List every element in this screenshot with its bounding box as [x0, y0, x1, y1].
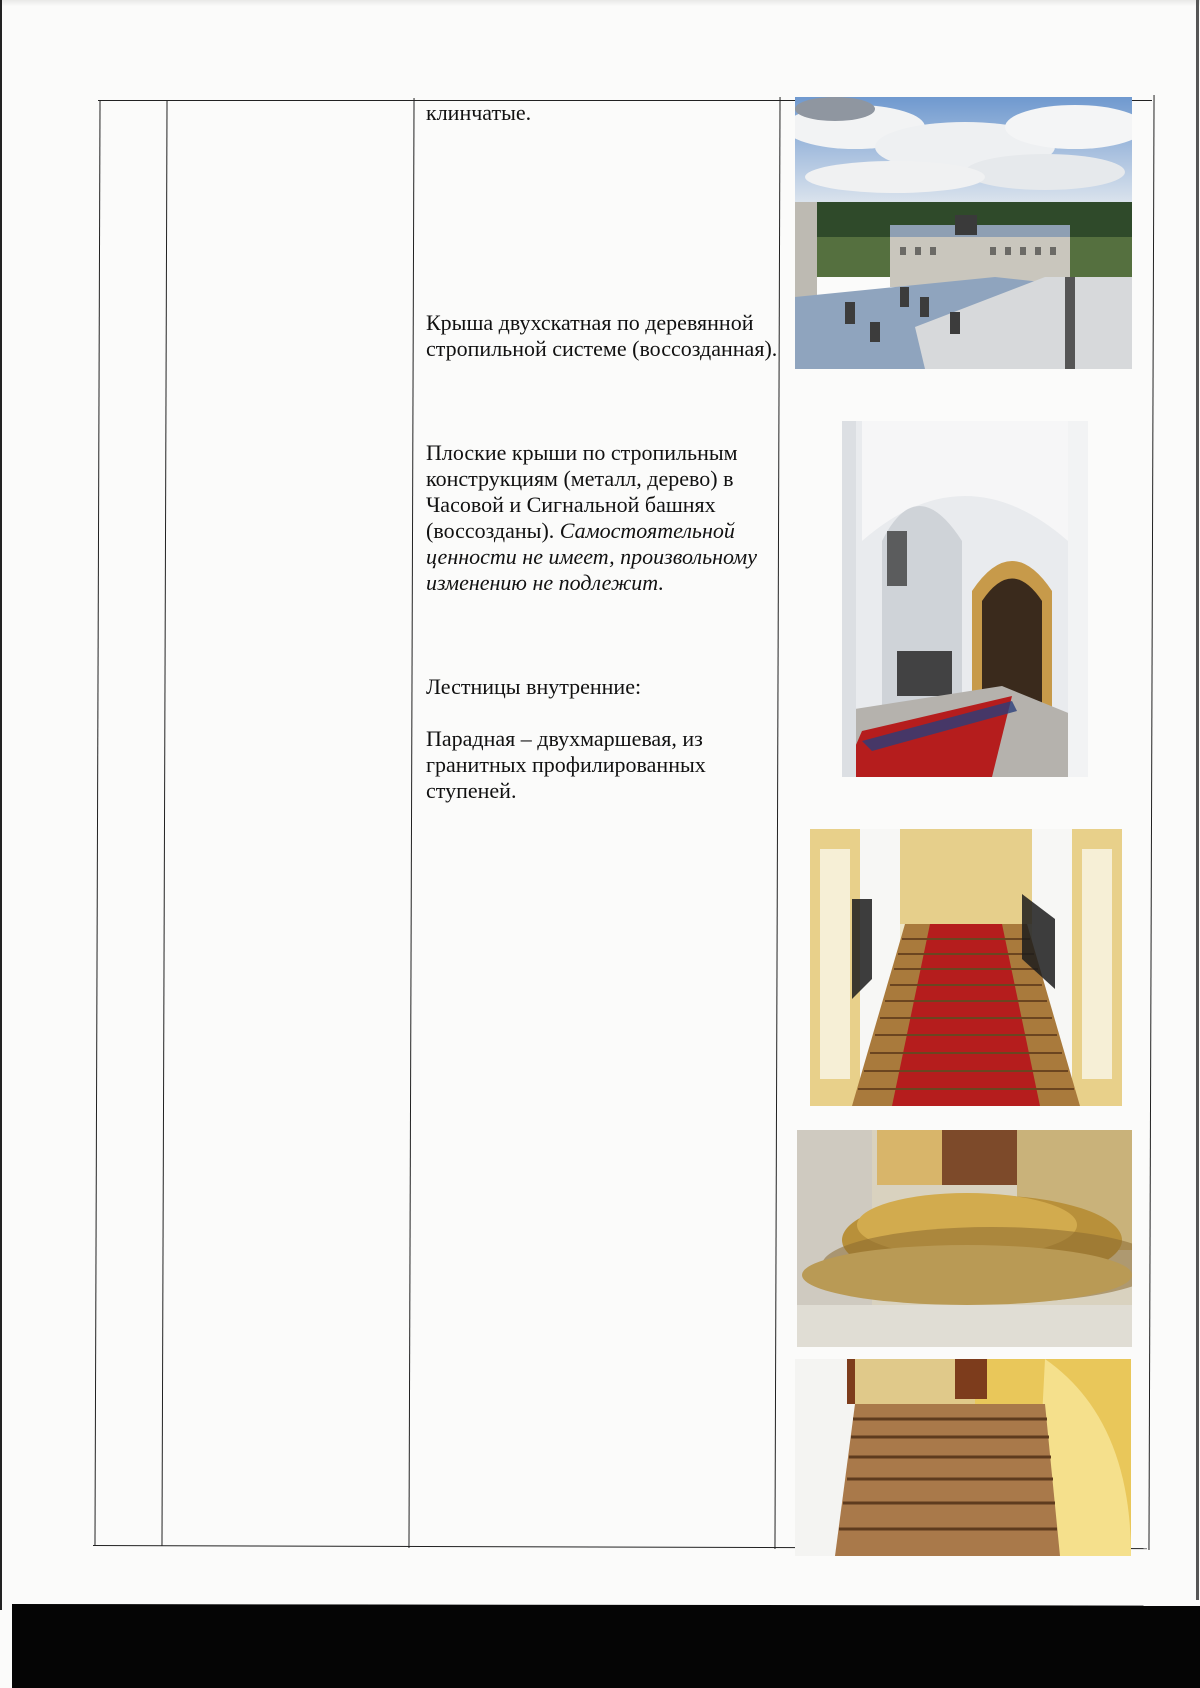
table-col-border-5 — [1148, 95, 1154, 1550]
photo-stone-stair-corridor — [795, 1359, 1131, 1556]
photo-aerial-palace — [795, 97, 1132, 369]
scan-shadow-top — [0, 0, 1200, 6]
text-grand-stair: Парадная – двухмаршевая, из гранитных профилированных ступеней. — [426, 726, 706, 803]
photo-grand-stair — [810, 829, 1122, 1106]
photo-stone-steps-curved — [797, 1130, 1132, 1347]
text-flat-roofs — [426, 440, 778, 596]
text-klinchatye: клинчатые. — [426, 100, 532, 125]
table-col-border-1 — [94, 100, 100, 1546]
text-stairs-heading: Лестницы внутренние: — [426, 674, 642, 699]
text-flat-roofs-plain: Плоские крыши по стропильным конструкциям (металл, дерево) в Часовой и Сигнальной башнях (воссозданы). — [426, 440, 738, 543]
scan-bottom-bar — [12, 1604, 1200, 1688]
scan-edge-left — [0, 0, 2, 1610]
table-col-border-2 — [161, 100, 167, 1546]
text-roof-gable: Крыша двухскатная по деревянной стропильной системе (воссозданная). — [426, 310, 778, 361]
scan-edge-right — [1196, 0, 1199, 1600]
text-flat-roofs-italic: Самостоятельной ценности не имеет, произвольному изменению не подлежит. — [426, 518, 757, 595]
table-col-border-3 — [408, 98, 414, 1548]
photo-arched-staircase — [842, 421, 1088, 777]
